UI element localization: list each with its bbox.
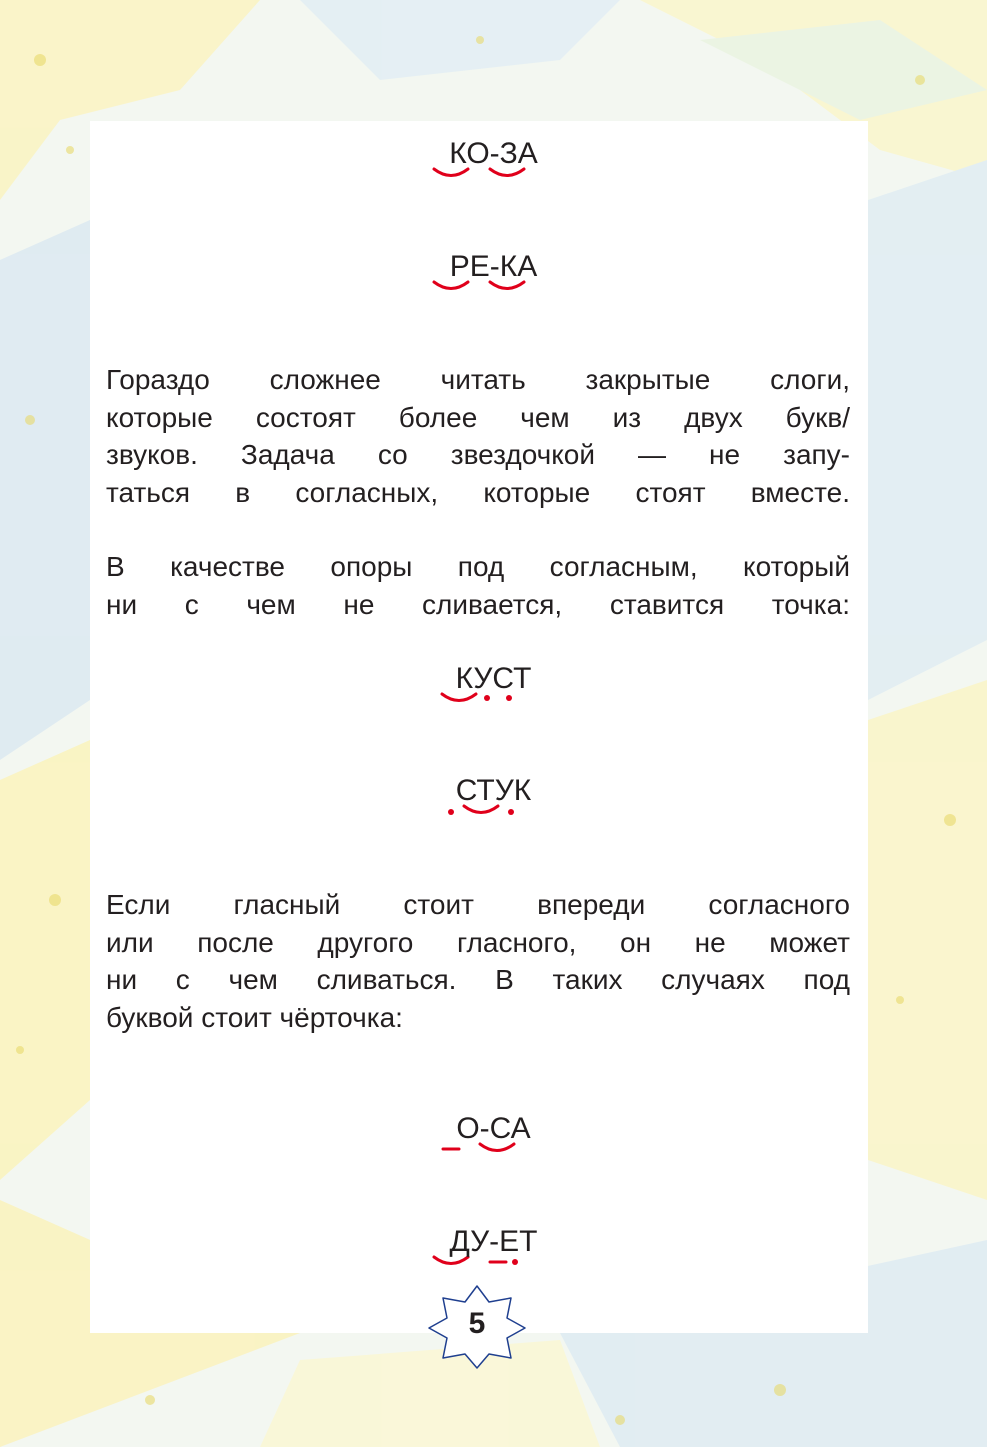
page-number: 5: [468, 1307, 486, 1340]
paragraph-line: ни с чем сливаться. В таких случаях под: [106, 964, 850, 996]
paragraph-closed-syllables: [106, 361, 850, 511]
word-text: СТУК: [455, 774, 532, 807]
paragraph-line: или после другого гласного, он не может: [106, 926, 850, 958]
syllable-word-duet: [0, 1224, 987, 1260]
syllable-word-kust: [0, 661, 987, 697]
paragraph-line: буквой стоит чёрточка:: [106, 1001, 403, 1033]
word-text: ДУ-ЕТ: [449, 1225, 538, 1258]
word-text: О-СА: [456, 1112, 531, 1145]
paragraph-line: В качестве опоры под согласным, который: [106, 551, 850, 582]
syllable-word-osa: [0, 1111, 987, 1147]
paragraph-dash-support: [106, 886, 850, 1036]
merge-arc-mark: [434, 169, 468, 176]
paragraph-dot-support: [106, 548, 850, 623]
syllable-word-reka: [0, 249, 987, 285]
paragraph-line: ни с чем не сливается, ставится точка:: [106, 588, 850, 620]
paragraph-line: таться в согласных, которые стоят вместе.: [106, 476, 850, 508]
word-text: КУСТ: [455, 662, 532, 695]
paragraph-line: Если гласный стоит впереди согласного: [106, 889, 850, 920]
paragraph-line: Гораздо сложнее читать закрытые слоги,: [106, 364, 850, 395]
syllable-word-stuk: [0, 773, 987, 809]
word-text: РЕ-КА: [449, 250, 538, 283]
paragraph-line: которые состоят более чем из двух букв/: [106, 401, 850, 433]
merge-arc-mark: [490, 169, 524, 176]
consonant-dot-mark: [448, 809, 454, 815]
consonant-dot-mark: [508, 809, 514, 815]
paragraph-line: звуков. Задача со звездочкой — не запу-: [106, 439, 850, 471]
word-text: КО-ЗА: [449, 137, 538, 170]
